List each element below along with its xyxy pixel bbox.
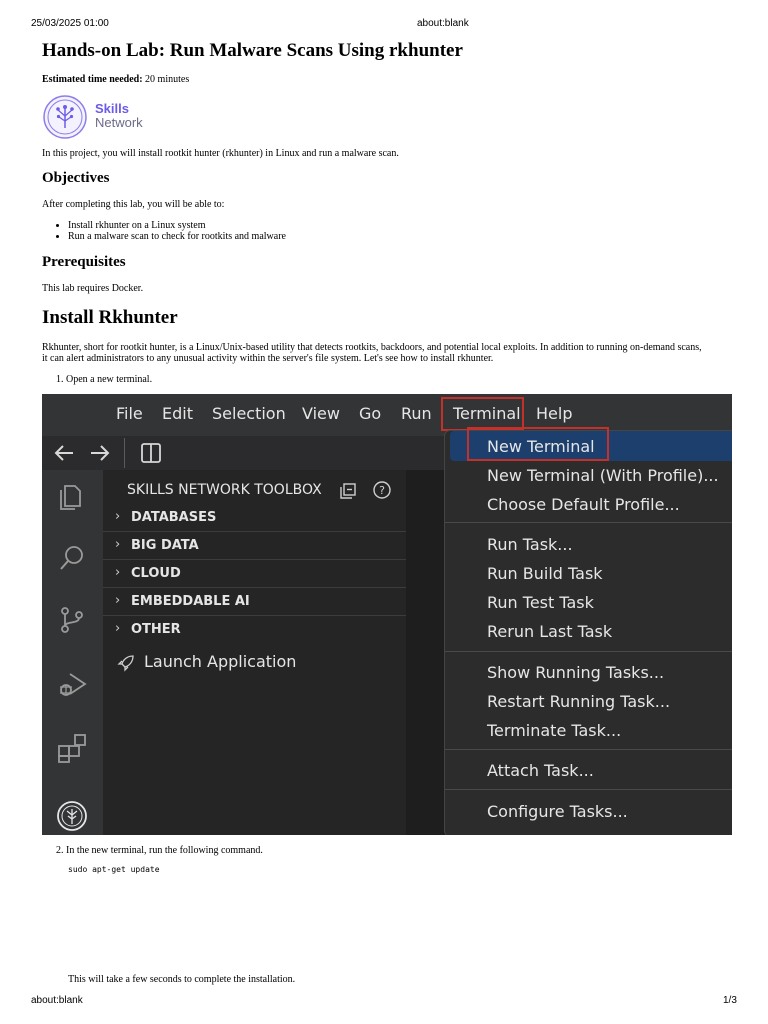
- menu-item-rerun-last-task[interactable]: Rerun Last Task: [487, 622, 613, 641]
- tree-logo-icon: [42, 94, 88, 140]
- menu-item-restart-running-task[interactable]: Restart Running Task...: [487, 692, 671, 711]
- chevron-right-icon: ›: [115, 621, 121, 636]
- menu-item-terminate-task[interactable]: Terminate Task...: [487, 721, 622, 740]
- step-2-text: In the new terminal, run the following command.: [66, 845, 263, 856]
- menu-run[interactable]: Run: [401, 404, 432, 423]
- menu-separator: [445, 522, 732, 523]
- menu-item-run-task[interactable]: Run Task...: [487, 535, 573, 554]
- objective-item: • Install rkhunter on a Linux system: [68, 220, 286, 231]
- terminal-dropdown-menu: [444, 430, 732, 835]
- help-circle-icon[interactable]: [372, 480, 392, 500]
- menu-edit[interactable]: Edit: [162, 404, 193, 423]
- chevron-right-icon: ›: [115, 537, 121, 552]
- tree-item-databases[interactable]: [103, 504, 406, 532]
- tree-item-label: DATABASES: [131, 510, 217, 525]
- tree-item-big-data[interactable]: [103, 532, 406, 560]
- launch-application-item[interactable]: [117, 652, 397, 676]
- skills-network-logo: [42, 94, 152, 140]
- print-footer-url: about:blank: [31, 995, 83, 1006]
- menu-item-configure-tasks[interactable]: Configure Tasks...: [487, 802, 628, 821]
- menu-item-new-terminal-with-profile[interactable]: New Terminal (With Profile)...: [487, 466, 719, 485]
- tree-item-other[interactable]: [103, 616, 406, 643]
- print-datetime: 25/03/2025 01:00: [31, 18, 109, 29]
- step-1: 1. Open a new terminal.: [56, 374, 153, 385]
- menu-go[interactable]: Go: [359, 404, 382, 423]
- menu-item-attach-task[interactable]: Attach Task...: [487, 761, 594, 780]
- step-1-text: Open a new terminal.: [66, 374, 153, 385]
- collapse-all-icon[interactable]: [339, 482, 357, 500]
- prerequisites-text: This lab requires Docker.: [42, 283, 144, 294]
- tree-item-label: EMBEDDABLE AI: [131, 594, 250, 609]
- objectives-heading: Objectives: [42, 170, 110, 186]
- menu-item-run-build-task[interactable]: Run Build Task: [487, 564, 603, 583]
- menu-separator: [445, 651, 732, 652]
- tree-item-label: BIG DATA: [131, 538, 199, 553]
- annotation-box-new-terminal: [467, 427, 609, 461]
- launch-application-label: Launch Application: [144, 652, 297, 671]
- objective-item: • Run a malware scan to check for rootkits and malware: [68, 231, 286, 242]
- skills-network-toolbox-icon[interactable]: [56, 800, 88, 832]
- forward-arrow-icon[interactable]: [88, 442, 112, 464]
- tree-item-label: OTHER: [131, 622, 181, 637]
- svg-text:?: ?: [379, 484, 385, 497]
- menu-separator: [445, 789, 732, 790]
- command-code-block: sudo apt-get update: [68, 865, 160, 874]
- install-paragraph-line1: Rkhunter, short for rootkit hunter, is a Linux/Unix-based utility that detects rootkits, backdoors, and potential local exploits. In addition to running on-demand scans,: [42, 342, 702, 353]
- run-debug-icon[interactable]: [56, 668, 88, 700]
- tree-item-embeddable-ai[interactable]: [103, 588, 406, 616]
- logo-text-network: Network: [95, 115, 143, 130]
- explorer-files-icon[interactable]: [56, 480, 88, 512]
- estimated-time: [42, 74, 189, 85]
- estimated-value: 20 minutes: [145, 74, 190, 85]
- split-layout-icon[interactable]: [140, 442, 162, 464]
- objectives-list: [42, 220, 286, 242]
- toolbar-divider: [124, 438, 125, 468]
- tree-item-cloud[interactable]: [103, 560, 406, 588]
- ide-screenshot: [42, 394, 732, 835]
- estimated-label: Estimated time needed:: [42, 74, 143, 85]
- menu-item-run-test-task[interactable]: Run Test Task: [487, 593, 594, 612]
- objectives-lead: After completing this lab, you will be able to:: [42, 199, 225, 210]
- search-icon[interactable]: [56, 542, 88, 574]
- menu-item-choose-default-profile[interactable]: Choose Default Profile...: [487, 495, 680, 514]
- chevron-right-icon: ›: [115, 593, 121, 608]
- install-heading: Install Rkhunter: [42, 307, 178, 328]
- rocket-icon: [117, 654, 135, 672]
- menu-separator: [445, 749, 732, 750]
- step-2: 2. In the new terminal, run the following command.: [56, 845, 263, 856]
- install-paragraph-line2: it can alert administrators to any unusual activity within the server's file system. Let's see how to install rkhunter.: [42, 353, 494, 364]
- print-url: about:blank: [417, 18, 469, 29]
- print-page-number: 1/3: [723, 995, 737, 1006]
- source-control-icon[interactable]: [56, 604, 88, 636]
- logo-text-skills: Skills: [95, 101, 129, 116]
- menu-selection[interactable]: Selection: [212, 404, 286, 423]
- menu-terminal[interactable]: Terminal: [453, 404, 521, 423]
- activity-bar: [42, 470, 103, 835]
- menu-help[interactable]: Help: [536, 404, 573, 423]
- annotation-box-terminal-menu: [441, 397, 524, 431]
- toolbox-panel-title: SKILLS NETWORK TOOLBOX: [127, 482, 322, 498]
- extensions-icon[interactable]: [56, 732, 88, 764]
- intro-paragraph: In this project, you will install rootkit hunter (rkhunter) in Linux and run a malware scan.: [42, 148, 399, 159]
- chevron-right-icon: ›: [115, 565, 121, 580]
- tree-item-label: CLOUD: [131, 566, 181, 581]
- prerequisites-heading: Prerequisites: [42, 254, 126, 270]
- chevron-right-icon: ›: [115, 509, 121, 524]
- menu-view[interactable]: View: [302, 404, 340, 423]
- menu-item-show-running-tasks[interactable]: Show Running Tasks...: [487, 663, 665, 682]
- back-arrow-icon[interactable]: [52, 442, 76, 464]
- menu-file[interactable]: File: [116, 404, 143, 423]
- install-note: This will take a few seconds to complete the installation.: [68, 974, 296, 985]
- page-title: Hands-on Lab: Run Malware Scans Using rkhunter: [42, 40, 463, 61]
- menu-item-new-terminal[interactable]: New Terminal: [487, 437, 595, 456]
- toolbox-side-panel: [103, 470, 406, 835]
